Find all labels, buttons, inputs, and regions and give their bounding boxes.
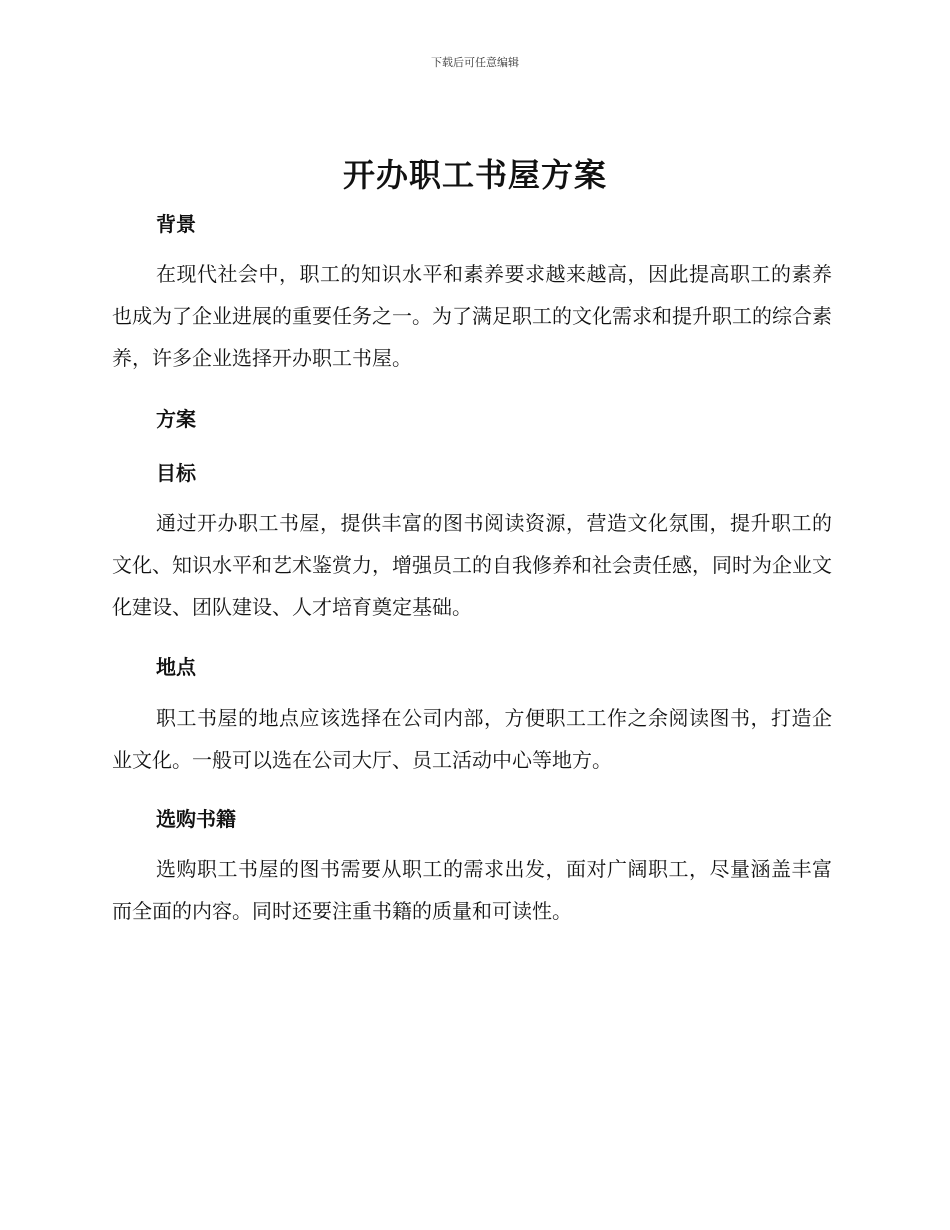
section-paragraph-location: 职工书屋的地点应该选择在公司内部，方便职工工作之余阅读图书，打造企业文化。一般可以选在公司大厅、员工活动中心等地方。 <box>112 706 832 772</box>
document-title: 开办职工书屋方案 <box>342 156 607 194</box>
section-paragraph-book-selection: 选购职工书屋的图书需要从职工的需求出发，面对广阔职工，尽量涵盖丰富而全面的内容。同时还要注重书籍的质量和可读性。 <box>112 857 832 923</box>
section-heading-location: 地点 <box>156 655 196 679</box>
section-heading-background: 背景 <box>156 212 196 236</box>
section-heading-goal: 目标 <box>156 461 196 485</box>
section-paragraph-background: 在现代社会中，职工的知识水平和素养要求越来越高，因此提高职工的素养也成为了企业进展的重要任务之一。为了满足职工的文化需求和提升职工的综合素养，许多企业选择开办职工书屋。 <box>112 262 832 370</box>
page-header-note: 下载后可任意编辑 <box>431 56 519 69</box>
section-heading-book-selection: 选购书籍 <box>156 807 236 831</box>
section-heading-plan: 方案 <box>156 407 196 431</box>
section-paragraph-goal: 通过开办职工书屋，提供丰富的图书阅读资源，营造文化氛围，提升职工的文化、知识水平和艺术鉴赏力，增强员工的自我修养和社会责任感，同时为企业文化建设、团队建设、人才培育奠定基础。 <box>112 511 832 619</box>
